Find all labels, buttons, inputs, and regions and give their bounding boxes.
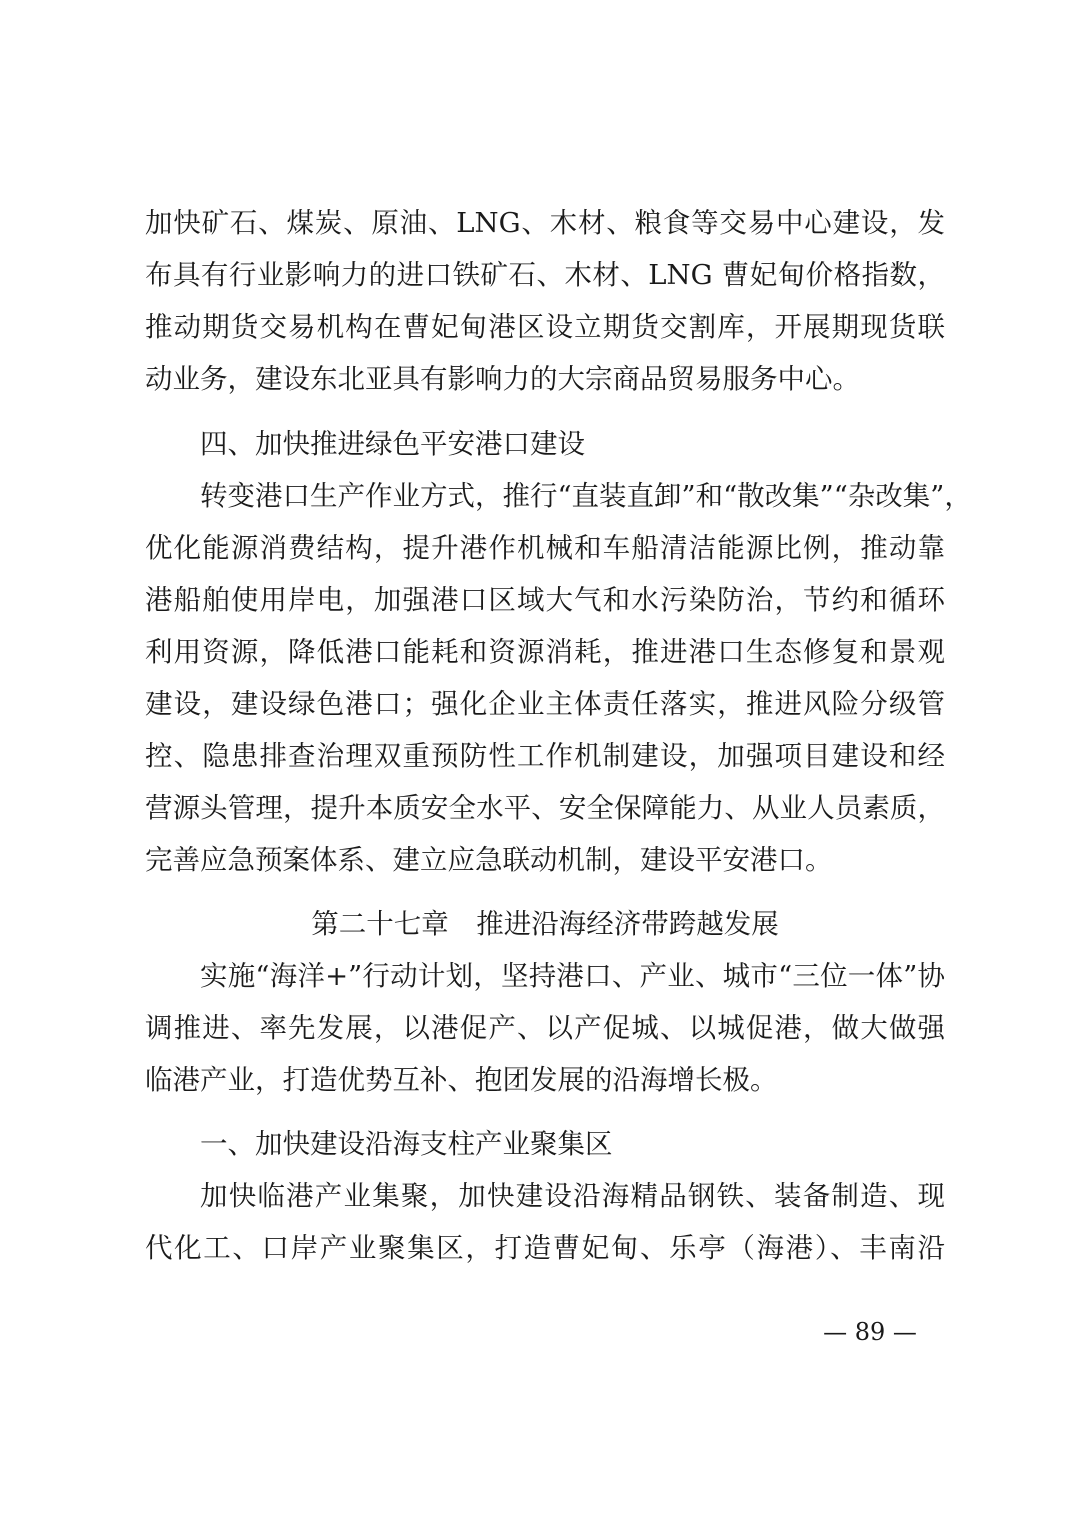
paragraph-line: 港船舶使用岸电，加强港口区域大气和水污染防治，节约和循环: [145, 584, 945, 616]
paragraph-line: 营源头管理，提升本质安全水平、安全保障能力、从业人员素质，: [145, 792, 945, 824]
paragraph-line: 布具有行业影响力的进口铁矿石、木材、LNG 曹妃甸价格指数，: [145, 259, 945, 291]
paragraph-line: 实施“海洋+”行动计划，坚持港口、产业、城市“三位一体”协: [200, 960, 945, 992]
chapter-title: 第二十七章 推进沿海经济带跨越发展: [311, 908, 779, 940]
paragraph-line: 完善应急预案体系、建立应急联动机制，建设平安港口。: [145, 844, 833, 876]
paragraph-line: 转变港口生产作业方式，推行“直装直卸”和“散改集”“杂改集”，: [200, 480, 972, 512]
section-heading: 一、加快建设沿海支柱产业聚集区: [200, 1128, 613, 1160]
paragraph-line: 建设，建设绿色港口；强化企业主体责任落实，推进风险分级管: [145, 688, 945, 720]
paragraph-line: 加快矿石、煤炭、原油、LNG、木材、粮食等交易中心建设，发: [145, 207, 945, 239]
paragraph-line: 推动期货交易机构在曹妃甸港区设立期货交割库，开展期现货联: [145, 311, 945, 343]
paragraph-line: 加快临港产业集聚，加快建设沿海精品钢铁、装备制造、现: [200, 1180, 945, 1212]
paragraph-line: 利用资源，降低港口能耗和资源消耗，推进港口生态修复和景观: [145, 636, 945, 668]
paragraph-line: 临港产业，打造优势互补、抱团发展的沿海增长极。: [145, 1064, 778, 1096]
paragraph-line: 控、隐患排查治理双重预防性工作机制建设，加强项目建设和经: [145, 740, 945, 772]
paragraph-line: 代化工、口岸产业聚集区，打造曹妃甸、乐亭（海港）、丰南沿: [145, 1232, 945, 1264]
paragraph-line: 优化能源消费结构，提升港作机械和车船清洁能源比例，推动靠: [145, 532, 945, 564]
paragraph-line: 动业务，建设东北亚具有影响力的大宗商品贸易服务中心。: [145, 363, 860, 395]
section-heading: 四、加快推进绿色平安港口建设: [200, 428, 585, 460]
paragraph-line: 调推进、率先发展，以港促产、以产促城、以城促港，做大做强: [145, 1012, 945, 1044]
page-number: — 89 —: [823, 1318, 917, 1346]
